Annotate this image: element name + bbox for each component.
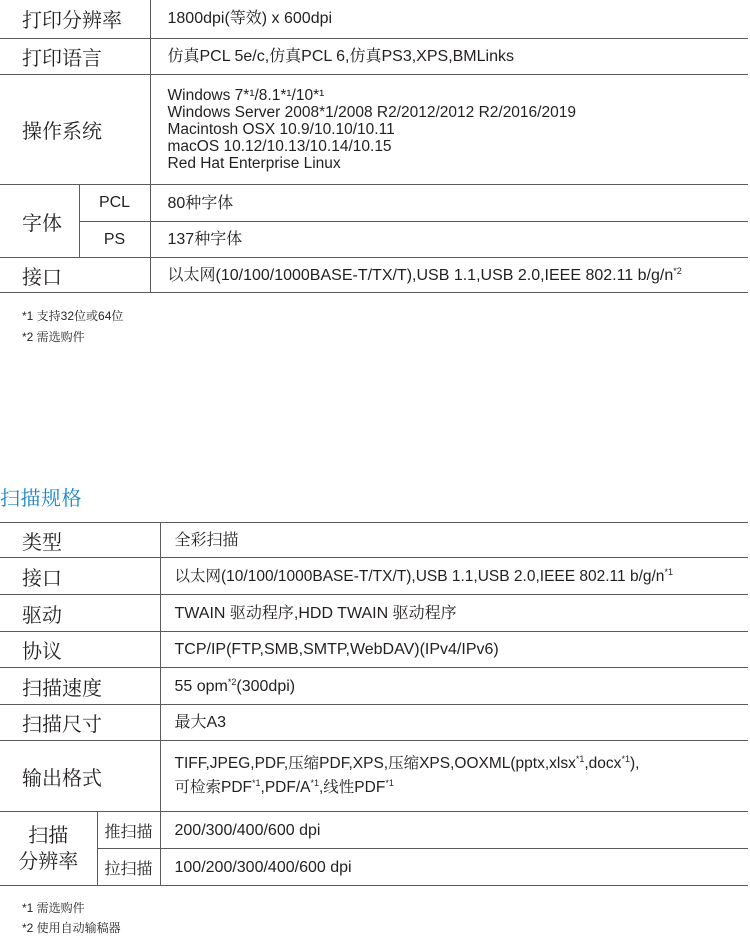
value-text: ,线性PDF (319, 779, 386, 796)
row-value: TWAIN 驱动程序,HDD TWAIN 驱动程序 (160, 595, 748, 632)
footnote-marker: *2 (673, 265, 682, 276)
row-value: TCP/IP(FTP,SMB,SMTP,WebDAV)(IPv4/IPv6) (160, 632, 748, 668)
os-line: macOS 10.12/10.13/10.14/10.15 (167, 138, 392, 155)
table-row (0, 595, 748, 632)
footnote-marker: *1 (252, 778, 261, 788)
table-row (0, 741, 748, 812)
footnote-marker: *1 (310, 778, 319, 788)
table-row (0, 812, 748, 849)
table-row (0, 222, 748, 258)
row-value: 1800dpi(等效) x 600dpi (150, 0, 748, 39)
row-label-line: 扫描 (28, 824, 69, 847)
table-row (0, 0, 748, 39)
row-value: 80种字体 (150, 185, 748, 222)
row-label: 扫描速度 (0, 668, 160, 705)
footnote: *1 支持32位或64位 (22, 309, 124, 323)
value-text: 以太网(10/100/1000BASE-T/TX/T),USB 1.1,USB 2.0,IEEE 802.11 b/g/n (174, 567, 665, 585)
row-value-formats (160, 741, 748, 812)
footnote: *2 使用自动输稿器 (22, 921, 121, 935)
table-row (0, 849, 748, 886)
sub-label: PCL (79, 185, 150, 222)
row-label: 打印分辨率 (0, 0, 150, 39)
scan-spec-table (0, 522, 748, 886)
row-label: 驱动 (0, 595, 160, 632)
table-row (0, 558, 748, 595)
table-row (0, 75, 748, 185)
value-text: ,docx (584, 755, 622, 772)
row-label: 打印语言 (0, 39, 150, 75)
table-row (0, 668, 748, 705)
value-text: ,PDF/A (260, 779, 311, 796)
table-row (0, 39, 748, 75)
row-label: 输出格式 (0, 741, 160, 812)
sub-label: 推扫描 (97, 812, 160, 849)
table-row (0, 705, 748, 741)
print-spec-table (0, 0, 748, 293)
row-label: 类型 (0, 523, 160, 558)
footnote-marker: *2 (227, 676, 237, 687)
row-value: 最大A3 (160, 705, 748, 741)
value-text: 55 opm (174, 677, 228, 695)
footnote-marker: *1 (664, 566, 673, 577)
row-value: 200/300/400/600 dpi (160, 812, 748, 849)
os-line: Windows Server 2008*1/2008 R2/2012/2012 R2/2016/2019 (167, 104, 576, 121)
row-value (160, 558, 748, 595)
value-text: TIFF,JPEG,PDF,压缩PDF,XPS,压缩XPS,OOXML(pptx,xlsx (174, 755, 576, 772)
value-text: 可检索PDF (174, 779, 253, 796)
row-value (150, 258, 748, 293)
row-label-resolution (0, 812, 97, 886)
format-line (175, 776, 749, 800)
value-text: 以太网(10/100/1000BASE-T/TX/T),USB 1.1,USB 2.0,IEEE 802.11 b/g/n (167, 266, 674, 284)
table-row (0, 258, 748, 293)
section-title: 扫描规格 (0, 488, 82, 510)
os-line: Macintosh OSX 10.9/10.10/10.11 (167, 121, 395, 138)
row-label: 接口 (0, 558, 160, 595)
os-line: Red Hat Enterprise Linux (167, 155, 341, 172)
table-row (0, 185, 748, 222)
table-row (0, 632, 748, 668)
footnote: *1 需选购件 (22, 901, 85, 915)
sub-label: 拉扫描 (97, 849, 160, 886)
row-value: 100/200/300/400/600 dpi (160, 849, 748, 886)
value-text: ), (629, 755, 640, 772)
row-value: 仿真PCL 5e/c,仿真PCL 6,仿真PS3,XPS,BMLinks (150, 39, 748, 75)
row-label: 接口 (0, 258, 150, 293)
footnote-marker: *1 (385, 778, 394, 788)
row-label: 字体 (0, 185, 79, 258)
row-label: 协议 (0, 632, 160, 668)
value-text: (300dpi) (236, 677, 296, 695)
row-label: 扫描尺寸 (0, 705, 160, 741)
footnote-marker: *1 (575, 754, 585, 764)
row-value-os-list (150, 75, 748, 185)
footnote: *2 需选购件 (22, 330, 85, 344)
format-line (175, 752, 749, 776)
table-row (0, 523, 748, 558)
row-label-line: 分辨率 (18, 850, 79, 873)
row-value: 137种字体 (150, 222, 748, 258)
footnote-marker: *1 (621, 754, 630, 764)
row-label: 操作系统 (0, 75, 150, 185)
sub-label: PS (79, 222, 150, 258)
os-line: Windows 7*¹/8.1*¹/10*¹ (167, 87, 325, 104)
row-value: 全彩扫描 (160, 523, 748, 558)
row-value (160, 668, 748, 705)
